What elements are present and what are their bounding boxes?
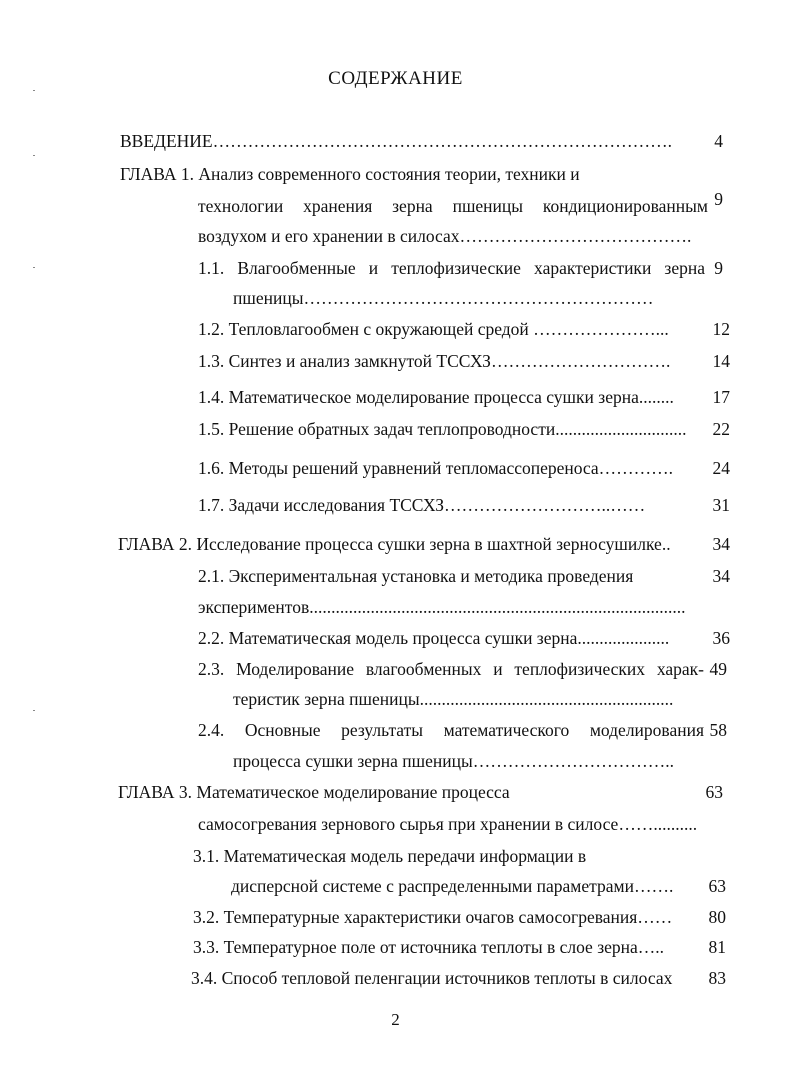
toc-section-1-7-page: 31 [712, 495, 730, 515]
toc-section-3-1-line2: дисперсной системе с распределенными параметрами……. [231, 876, 674, 896]
scan-mark [33, 155, 35, 156]
toc-section-1-5[interactable]: 1.5. Решение обратных задач теплопроводности.............................. [198, 419, 687, 439]
leader-dots: ..................... [577, 628, 670, 648]
toc-section-2-3-line2: теристик зерна пшеницы.......................................................... [233, 689, 674, 709]
leader-dots: ........ [638, 387, 674, 407]
toc-section-1-5-page: 22 [712, 419, 730, 439]
toc-section-3-2[interactable]: 3.2. Температурные характеристики очагов самосогревания…… [193, 907, 673, 927]
toc-chapter-1-line3: воздухом и его хранении в силосах…………………………………. [198, 226, 692, 246]
toc-section-1-4-page: 17 [712, 387, 730, 407]
toc-intro-page: 4 [714, 131, 723, 151]
toc-section-1-6[interactable]: 1.6. Методы решений уравнений тепломассопереноса…………. [198, 458, 674, 478]
leader-dots: .. [661, 534, 671, 554]
toc-section-2-2[interactable]: 2.2. Математическая модель процесса сушки зерна..................... [198, 628, 670, 648]
toc-section-1-1-line1[interactable]: 1.1. Влагообменные и теплофизические характеристики зерна [198, 258, 705, 278]
toc-chapter-1-line2: технологии хранения зерна пшеницы кондиционированным [198, 196, 708, 216]
leader-dots: …………………………………………………… [303, 288, 654, 308]
toc-section-3-4[interactable]: 3.4. Способ тепловой пеленгации источников теплоты в силосах [191, 968, 673, 988]
leader-dots: ……………………………………………………………………. [212, 131, 673, 151]
leader-dots: …………………………….. [472, 751, 674, 771]
toc-section-2-4-line2: процесса сушки зерна пшеницы…………………………….. [233, 751, 674, 771]
toc-chapter-3-line2: самосогревания зернового сырья при хранении в силосе…….......... [198, 814, 698, 834]
toc-section-2-1-line1[interactable]: 2.1. Экспериментальная установка и методика проведения [198, 566, 634, 586]
toc-section-1-1-page: 9 [714, 258, 723, 278]
leader-dots: .......................................................... [419, 689, 674, 709]
toc-chapter-1-line1[interactable]: ГЛАВА 1. Анализ современного состояния теории, техники и [120, 164, 580, 184]
toc-section-2-1-line2: экспериментов...................................................................................... [198, 597, 686, 617]
toc-section-1-2-page: 12 [712, 319, 730, 339]
toc-section-2-2-page: 36 [712, 628, 730, 648]
leader-dots: …….......... [618, 814, 698, 834]
leader-dots: ………………………..…… [444, 495, 646, 515]
toc-section-1-3-page: 14 [712, 351, 730, 371]
toc-chapter-2-page: 34 [712, 534, 730, 554]
toc-chapter-3-line1[interactable]: ГЛАВА 3. Математическое моделирование процесса [118, 782, 510, 802]
leader-dots: .............................. [555, 419, 687, 439]
toc-chapter-3-page: 63 [705, 782, 723, 802]
toc-section-3-3-page: 81 [708, 937, 726, 957]
toc-section-1-4[interactable]: 1.4. Математическое моделирование процесса сушки зерна........ [198, 387, 674, 407]
toc-section-3-3[interactable]: 3.3. Температурное поле от источника теплоты в слое зерна….. [193, 937, 665, 957]
toc-section-1-1-line2: пшеницы…………………………………………………… [233, 288, 654, 308]
toc-section-1-3[interactable]: 1.3. Синтез и анализ замкнутой ТССХЗ…………………………. [198, 351, 671, 371]
scan-mark [33, 90, 35, 91]
toc-section-1-2[interactable]: 1.2. Тепловлагообмен с окружающей средой …………………... [198, 319, 669, 339]
page-title: СОДЕРЖАНИЕ [328, 68, 463, 89]
toc-section-2-1-page: 34 [712, 566, 730, 586]
leader-dots: …………………………………. [459, 226, 692, 246]
toc-section-1-7[interactable]: 1.7. Задачи исследования ТССХЗ………………………..…… [198, 495, 646, 515]
leader-dots: …………………... [528, 319, 669, 339]
toc-section-1-6-page: 24 [712, 458, 730, 478]
toc-section-2-4-line1[interactable]: 2.4. Основные результаты математического моделирования [198, 720, 704, 740]
toc-section-3-4-page: 83 [708, 968, 726, 988]
leader-dots: ….. [637, 937, 665, 957]
leader-dots: …………. [598, 458, 674, 478]
page-number: 2 [391, 1010, 400, 1029]
scan-mark [33, 710, 35, 711]
toc-section-2-3-line1[interactable]: 2.3. Моделирование влагообменных и теплофизических харак- [198, 659, 704, 679]
scan-mark [33, 267, 35, 268]
leader-dots: ……. [633, 876, 674, 896]
leader-dots: ...................................................................................... [309, 597, 686, 617]
leader-dots: …………………………. [490, 351, 671, 371]
toc-section-2-4-page: 58 [709, 720, 727, 740]
toc-section-3-1-line1[interactable]: 3.1. Математическая модель передачи информации в [193, 846, 587, 866]
toc-section-2-3-page: 49 [709, 659, 727, 679]
toc-section-3-1-page: 63 [708, 876, 726, 896]
toc-section-3-2-page: 80 [708, 907, 726, 927]
leader-dots: …… [637, 907, 673, 927]
toc-chapter-1-page: 9 [714, 189, 723, 209]
toc-intro[interactable] [120, 130, 672, 152]
toc-chapter-2[interactable]: ГЛАВА 2. Исследование процесса сушки зерна в шахтной зерносушилке.. [118, 534, 671, 554]
toc-intro-label: ВВЕДЕНИЕ [120, 131, 213, 151]
